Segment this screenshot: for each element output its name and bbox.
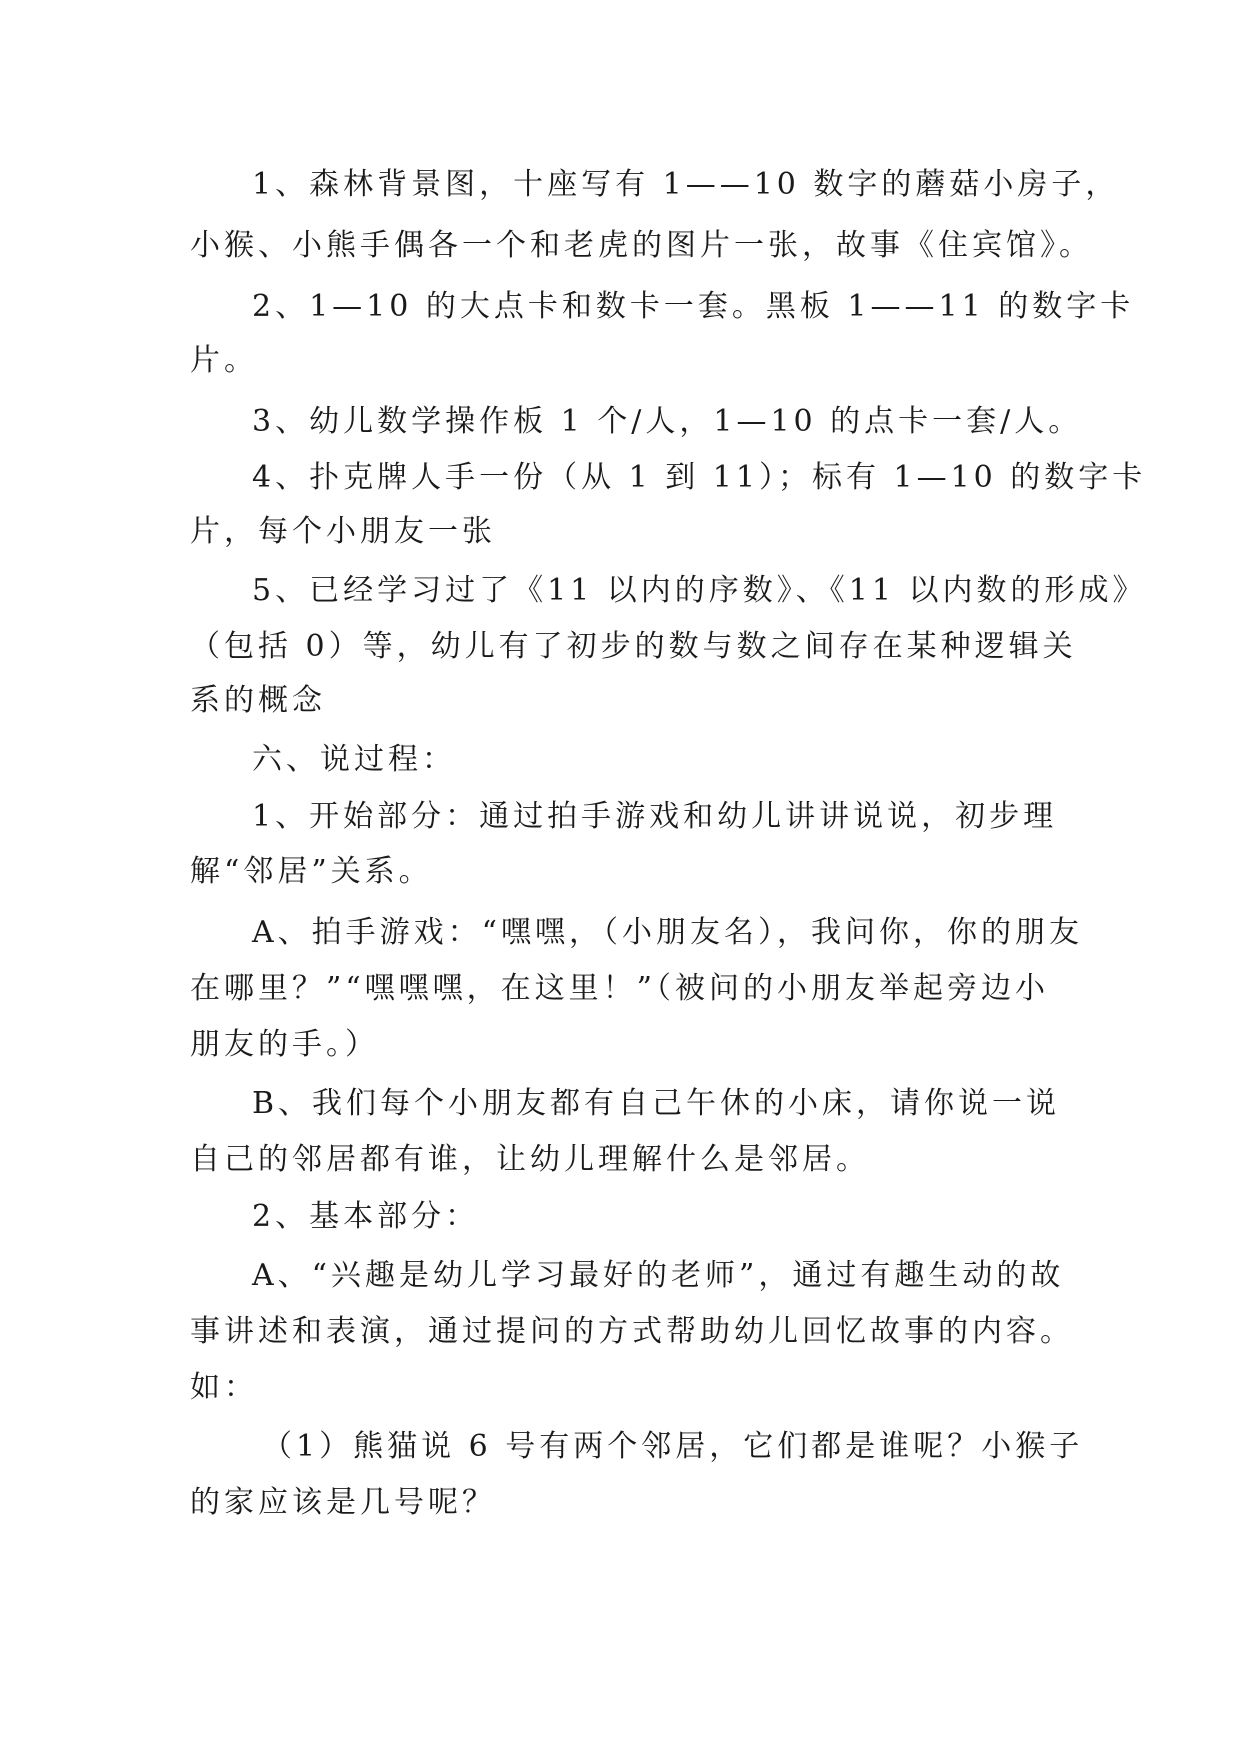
paragraph-1-line-1: 1、森林背景图，十座写有 1——10 数字的蘑菇小房子， [252, 167, 1120, 202]
paragraph-10-line-1: A、“兴趣是幼儿学习最好的老师”，通过有趣生动的故 [252, 1258, 1065, 1293]
paragraph-9-line-1: 2、基本部分： [252, 1199, 480, 1234]
paragraph-1-line-2: 小猴、小熊手偶各一个和老虎的图片一张，故事《住宾馆》。 [190, 228, 1093, 263]
section-heading: 六、说过程： [252, 742, 456, 777]
paragraph-3-line-1: 3、幼儿数学操作板 1 个/人，1—10 的点卡一套/人。 [252, 404, 1083, 439]
paragraph-4-line-1: 4、扑克牌人手一份（从 1 到 11）；标有 1—10 的数字卡 [252, 460, 1147, 495]
paragraph-11-line-1: （1）熊猫说 6 号有两个邻居，它们都是谁呢？小猴子 [262, 1429, 1084, 1464]
paragraph-10-line-2: 事讲述和表演，通过提问的方式帮助幼儿回忆故事的内容。 [190, 1314, 1074, 1349]
paragraph-6-line-2: 解“邻居”关系。 [190, 854, 433, 889]
paragraph-6-line-1: 1、开始部分：通过拍手游戏和幼儿讲讲说说，初步理 [252, 799, 1058, 834]
paragraph-2-line-2: 片。 [190, 343, 258, 378]
paragraph-7-line-3: 朋友的手。） [190, 1027, 379, 1062]
paragraph-2-line-1: 2、1—10 的大点卡和数卡一套。黑板 1——11 的数字卡 [252, 289, 1135, 324]
paragraph-11-line-2: 的家应该是几号呢？ [190, 1485, 496, 1520]
paragraph-8-line-1: B、我们每个小朋友都有自己午休的小床，请你说一说 [252, 1086, 1061, 1121]
paragraph-4-line-2: 片，每个小朋友一张 [190, 514, 496, 549]
paragraph-5-line-2: （包括 0）等，幼儿有了初步的数与数之间存在某种逻辑关 [190, 629, 1077, 664]
paragraph-5-line-3: 系的概念 [190, 683, 326, 718]
paragraph-7-line-1: A、拍手游戏：“嘿嘿，（小朋友名），我问你，你的朋友 [252, 915, 1084, 950]
paragraph-8-line-2: 自己的邻居都有谁，让幼儿理解什么是邻居。 [190, 1142, 870, 1177]
paragraph-7-line-2: 在哪里？”“嘿嘿嘿，在这里！”（被问的小朋友举起旁边小 [190, 971, 1050, 1006]
paragraph-10-line-3: 如： [190, 1370, 258, 1405]
paragraph-5-line-1: 5、已经学习过了《11 以内的序数》、《11 以内数的形成》 [252, 573, 1147, 608]
